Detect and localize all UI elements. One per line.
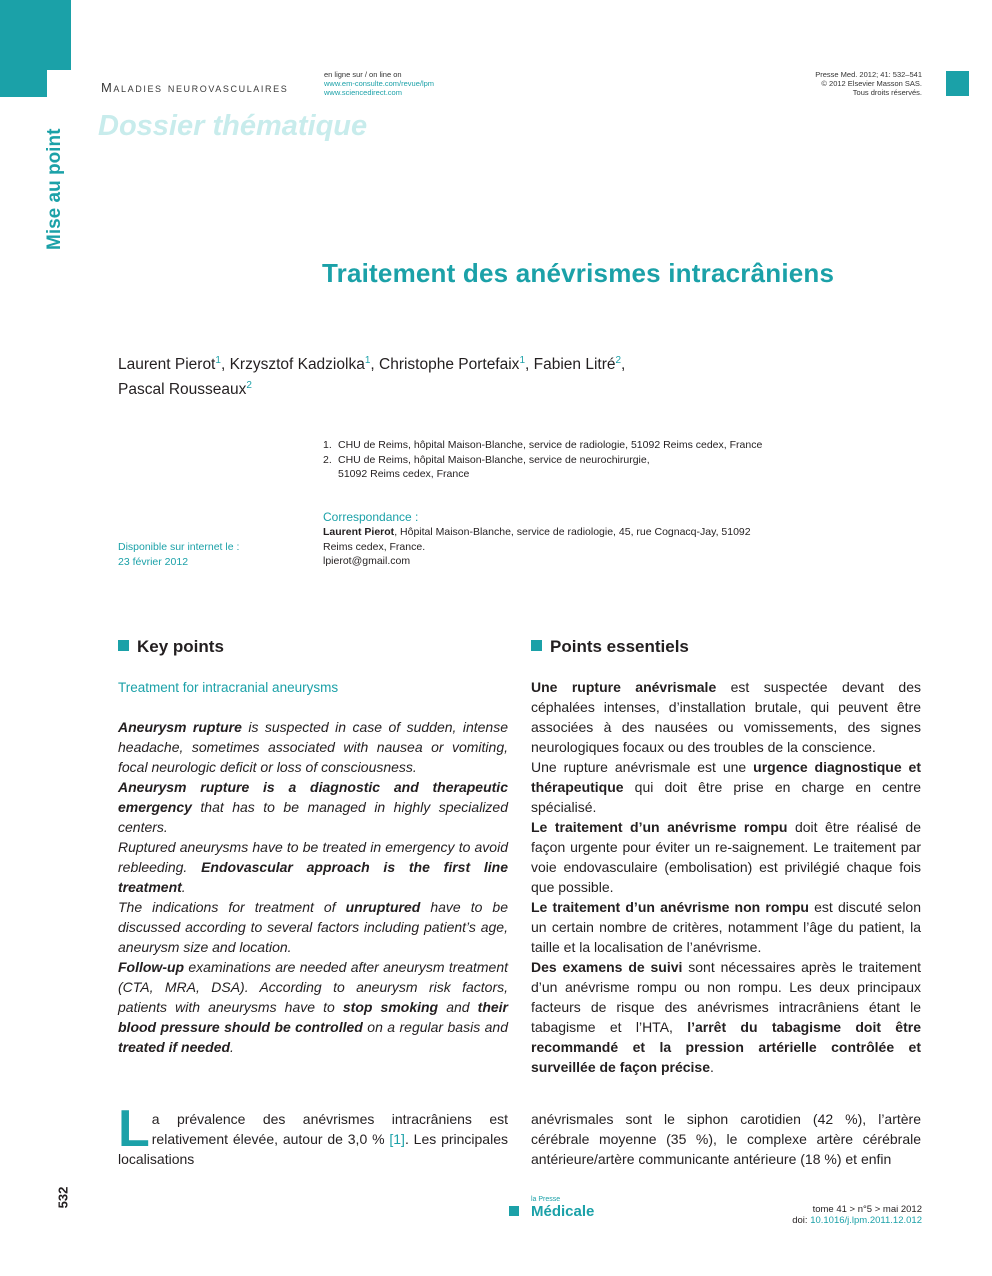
key-points-heading (118, 637, 224, 657)
logo-big-text: Médicale (531, 1203, 595, 1220)
paragraph: Des examens de suivi sont nécessaires après le traitement d’un anévrisme rompu ou non rompu. Les deux principaux facteurs de risque des anévrismes intracrâniens étant le tabagisme et l’HTA, l’arrêt du tabagisme doit être recommandé et la pression artérielle contrôlée et surveillée de façon précise. (531, 959, 921, 1075)
corner-block (0, 0, 71, 70)
online-info (324, 70, 434, 97)
paragraph: Le traitement d’un anévrisme rompu doit être réalisé de façon urgente pour éviter un re-saignement. Le traitement par voie endovasculaire (embolisation) est privilégié chaque fois que possible. (531, 819, 921, 895)
author: Christophe Portefaix (379, 356, 520, 374)
section-title: Maladies neurovasculaires (101, 80, 289, 95)
dropcap: L (118, 1100, 150, 1158)
square-bullet-icon (509, 1206, 519, 1216)
correspondance-name: Laurent Pierot (323, 526, 395, 538)
citation-line: Presse Med. 2012; 41: 532–541 (815, 70, 922, 79)
paragraph: The indications for treatment of unruptured have to be discussed according to several factors including patient’s age, aneurysm size and location. (118, 899, 509, 955)
logo-small-text: la Presse (531, 1196, 561, 1203)
body-text-left (118, 1100, 508, 1169)
corner-block (946, 71, 969, 96)
online-label: en ligne sur / on line on (324, 70, 402, 79)
citation-line: © 2012 Elsevier Masson SAS. (821, 79, 922, 88)
paragraph: Une rupture anévrismale est suspectée devant des céphalées intenses, d’installation brutale, qui peuvent être associées à des nausées ou vomissements, des signes neurologiques focaux ou des troubles de la conscience. (531, 679, 921, 755)
availability (118, 540, 239, 569)
author-sup: 2 (615, 355, 622, 366)
doi-link[interactable]: 10.1016/j.lpm.2011.12.012 (810, 1215, 922, 1226)
paragraph: Follow-up examinations are needed after aneurysm treatment (CTA, MRA, DSA). According to aneurysm risk factors, patients with aneurysms have to stop smoking and their blood pressure should be controlled on a regular basis and treated if needed. (118, 959, 508, 1055)
online-link[interactable]: www.em-consulte.com/revue/lpm (324, 79, 435, 88)
author-sup: 1 (519, 355, 525, 366)
correspondance-address: , Hôpital Maison-Blanche, service de radiologie, 45, rue Cognacq-Jay, 51092 Reims cedex, France. (323, 526, 751, 553)
available-label: Disponible sur internet le : (118, 541, 240, 553)
body-text: . Les principales localisations (118, 1131, 508, 1167)
key-points-label: Key points (137, 637, 224, 656)
points-essentiels-body (531, 677, 921, 1077)
key-points-subtitle: Treatment for intracranial aneurysms (118, 680, 339, 695)
author: Laurent Pierot (118, 356, 216, 374)
author: Fabien Litré (533, 356, 616, 374)
author-sup: 1 (364, 355, 371, 366)
citation-line: Tous droits réservés. (852, 88, 922, 97)
affiliations (323, 438, 763, 482)
paragraph: Aneurysm rupture is a diagnostic and therapeutic emergency that has to be managed in highly specialized centers. (118, 779, 508, 835)
paragraph: Aneurysm rupture is suspected in case of sudden, intense headache, sometimes associated with nausea or vomiting, focal neurologic deficit or loss of consciousness. (118, 719, 508, 775)
dossier-heading: Dossier thématique (98, 110, 368, 142)
page-number: 532 (55, 1186, 71, 1209)
square-bullet-icon (118, 640, 129, 651)
points-essentiels-label: Points essentiels (550, 637, 689, 656)
correspondance-label: Correspondance : (323, 510, 419, 524)
journal-logo (509, 1196, 594, 1219)
affil-num: 1. (323, 439, 332, 451)
paragraph: Le traitement d’un anévrisme non rompu est discuté selon un certain nombre de critères, notamment l’âge du patient, la taille et la localisation de l’anévrisme. (531, 899, 921, 955)
square-bullet-icon (531, 640, 542, 651)
issue-info: tome 41 > n°5 > mai 2012 (812, 1204, 922, 1215)
points-essentiels-heading (531, 637, 689, 657)
affil-text: CHU de Reims, hôpital Maison-Blanche, service de radiologie, 51092 Reims cedex, France (338, 439, 763, 451)
correspondance-email[interactable]: lpierot@gmail.com (323, 555, 411, 567)
author: Pascal Rousseaux (118, 381, 247, 399)
body-text-right: anévrismales sont le siphon carotidien (42 %), l’artère cérébrale moyenne (35 %), le complexe artère cérébrale antérieure/artère communicante antérieure (18 %) et enfin (531, 1111, 921, 1167)
footer-info (792, 1204, 922, 1226)
paragraph: Ruptured aneurysms have to be treated in emergency to avoid rebleeding. Endovascular approach is the first line treatment. (118, 839, 508, 895)
author-sup: 2 (246, 380, 252, 392)
available-date: 23 février 2012 (118, 555, 189, 568)
online-link[interactable]: www.sciencedirect.com (324, 88, 402, 97)
author: Krzysztof Kadziolka (229, 356, 365, 374)
corner-block (0, 70, 47, 97)
author-sup: 1 (215, 355, 221, 366)
correspondance (323, 525, 753, 569)
vertical-label: Mise au point (44, 128, 65, 250)
reference-link[interactable]: [1] (389, 1131, 405, 1147)
paragraph: Une rupture anévrismale est une urgence diagnostique et thérapeutique qui doit être prise en charge en centre spécialisé. (531, 759, 921, 815)
affil-text: CHU de Reims, hôpital Maison-Blanche, service de neurochirurgie, 51092 Reims cedex, France (338, 453, 650, 480)
article-title: Traitement des anévrismes intracrâniens (322, 258, 835, 288)
key-points-body (118, 717, 508, 1057)
authors: Laurent Pierot$^1$, Krzysztof Kadziolka$^1$, Christophe Portefaix$^1$, Fabien Litré$^2$, Pascal Rousseaux$^2$ (118, 355, 626, 399)
citation (815, 70, 922, 97)
body-text: a prévalence des anévrismes intracrâniens est relativement élevée, autour de 3,0 % (151, 1111, 508, 1147)
affil-num: 2. (323, 453, 332, 466)
doi-label: doi: (792, 1215, 811, 1226)
